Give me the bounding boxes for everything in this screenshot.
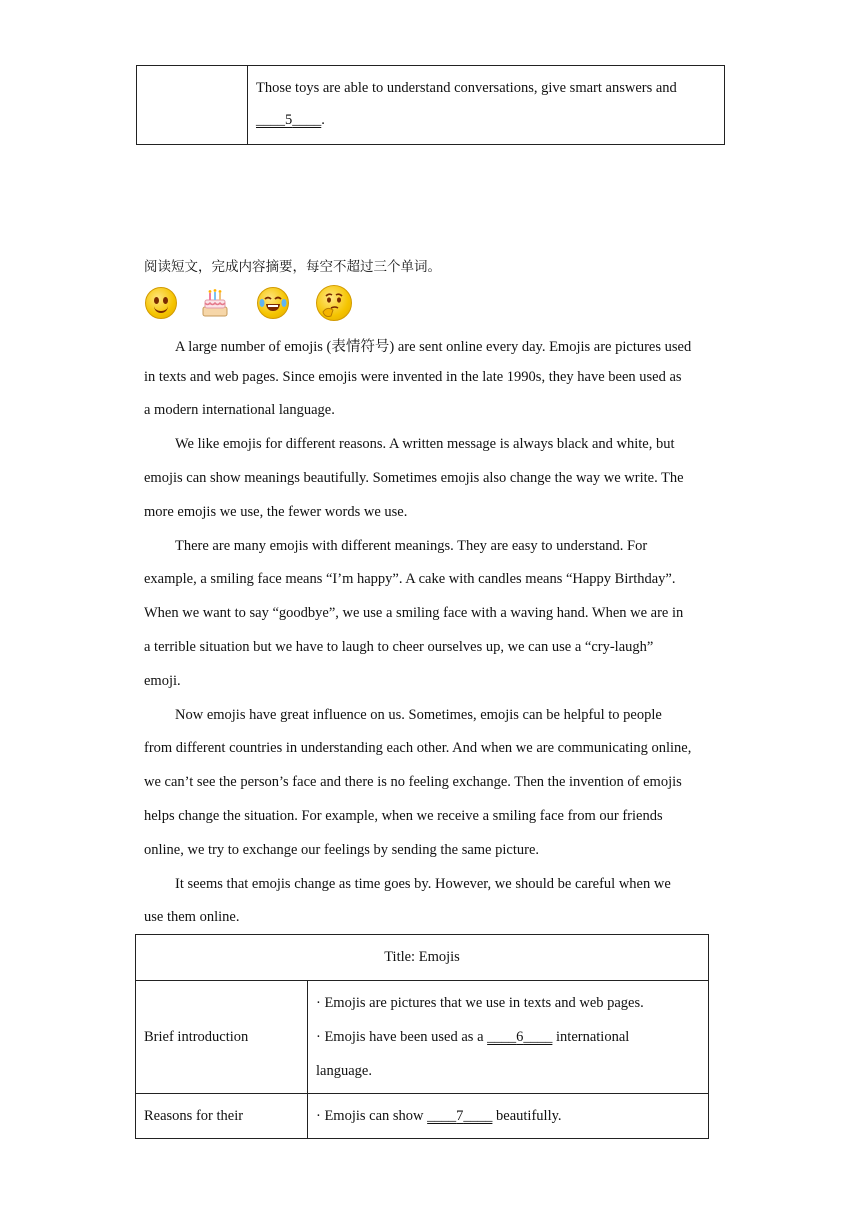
summary-title: Title: Emojis: [136, 935, 709, 981]
thinking-face-icon: [316, 285, 352, 321]
passage-line: a terrible situation but we have to laugh to cheer ourselves up, we can use a “cry-laugh”: [144, 639, 654, 655]
passage-line: There are many emojis with different meanings. They are easy to understand. For: [175, 538, 648, 554]
blank-5[interactable]: ____5____: [256, 112, 322, 128]
instruction-text: 阅读短文，完成内容摘要，每空不超过三个单词。: [144, 259, 441, 275]
passage-line: A large number of emojis (表情符号) are sent online every day. Emojis are pictures used: [175, 339, 692, 355]
row-content: · Emojis can show ____7____ beautifully.: [308, 1094, 709, 1139]
passage-line: use them online.: [144, 909, 240, 925]
passage-line: We like emojis for different reasons. A written message is always black and white, but: [175, 436, 675, 452]
smiling-face-icon: [145, 287, 177, 319]
cell-line: ____5____.: [256, 112, 325, 128]
passage-line: online, we try to exchange our feelings by sending the same picture.: [144, 842, 540, 858]
row-label-brief-introduction: Brief introduction: [136, 981, 308, 1094]
table-cell-text: [248, 66, 725, 145]
content-line: language.: [316, 1063, 372, 1079]
passage-line: a modern international language.: [144, 402, 335, 418]
summary-table: [135, 934, 709, 1139]
blank-6[interactable]: ____6____: [487, 1029, 553, 1045]
table-row: [136, 1094, 709, 1139]
passage-line: emoji.: [144, 673, 181, 689]
cell-line: Those toys are able to understand conversations, give smart answers and: [256, 80, 677, 96]
table-row: [136, 935, 709, 981]
passage-line: more emojis we use, the fewer words we use.: [144, 504, 408, 520]
content-line: · Emojis are pictures that we use in texts and web pages.: [316, 995, 644, 1011]
passage-line: from different countries in understanding each other. And when we are communicating online,: [144, 740, 692, 756]
content-line: · Emojis have been used as a ____6____ international: [316, 1029, 630, 1045]
row-label-reasons: Reasons for their: [136, 1094, 308, 1139]
passage-line: example, a smiling face means “I’m happy”. A cake with candles means “Happy Birthday”.: [144, 571, 676, 587]
passage-line: helps change the situation. For example, when we receive a smiling face from our friends: [144, 808, 663, 824]
table-row: [137, 66, 725, 145]
top-answer-table: [136, 65, 725, 145]
blank-7[interactable]: ____7____: [427, 1107, 493, 1124]
row-content: [308, 981, 709, 1094]
passage-line: we can’t see the person’s face and there is no feeling exchange. Then the invention of emojis: [144, 774, 682, 790]
table-row: [136, 981, 709, 1094]
passage-line: emojis can show meanings beautifully. Sometimes emojis also change the way we write. The: [144, 470, 684, 486]
table-cell-empty: [137, 66, 248, 145]
birthday-cake-icon: [199, 287, 231, 319]
passage-line: When we want to say “goodbye”, we use a smiling face with a waving hand. When we are in: [144, 605, 684, 621]
cry-laugh-icon: [257, 287, 289, 319]
passage-line: in texts and web pages. Since emojis were invented in the late 1990s, they have been used as: [144, 369, 682, 385]
passage-line: It seems that emojis change as time goes by. However, we should be careful when we: [175, 876, 671, 892]
passage-line: Now emojis have great influence on us. Sometimes, emojis can be helpful to people: [175, 707, 662, 723]
